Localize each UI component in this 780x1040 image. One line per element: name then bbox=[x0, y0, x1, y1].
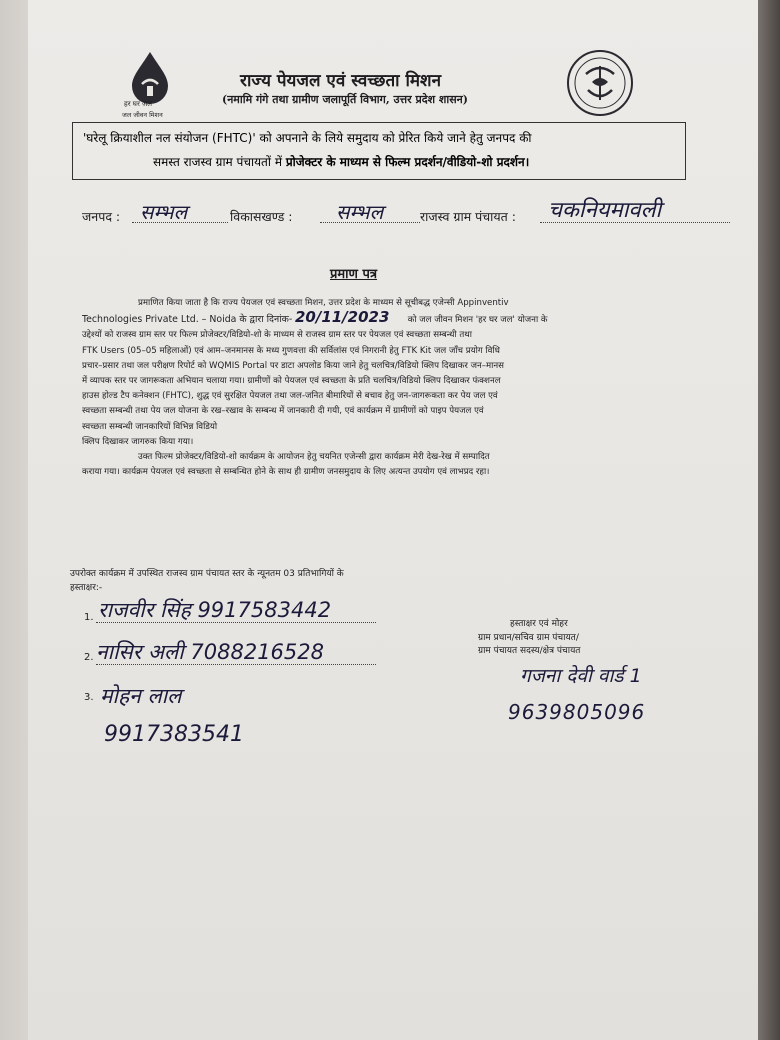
notice-box bbox=[72, 122, 686, 180]
signatory-label-3: ग्राम पंचायत सदस्य/क्षेत्र पंचायत bbox=[478, 646, 581, 656]
mission-title: राज्य पेयजल एवं स्वच्छता मिशन bbox=[240, 71, 442, 91]
notice-line-2-normal: समस्त राजस्व ग्राम पंचायतों में bbox=[153, 155, 282, 169]
panchayat-label: राजस्व ग्राम पंचायत : bbox=[420, 209, 516, 224]
notice-line-2 bbox=[153, 153, 529, 170]
signatory-phone: 9639805096 bbox=[508, 700, 646, 724]
body-line: FTK Users (05–05 महिलाओं) एवं आम–जनमानस के मध्य गुणवत्ता की सर्विलांस एवं निगरानी हेतु FTK Kit जल जाँच प्रयोग विधि bbox=[82, 345, 500, 356]
participant-1: राजवीर सिंह 9917583442 bbox=[98, 598, 332, 622]
participant-3: मोहन लाल bbox=[100, 684, 182, 708]
signatory-label-1: हस्ताक्षर एवं मोहर bbox=[510, 619, 568, 629]
participant-2: नासिर अली 7088216528 bbox=[96, 640, 324, 664]
body-line: में व्यापक स्तर पर जागरूकता अभियान चलाया गया। ग्रामीणों को पेयजल एवं स्वच्छता के प्रति चलचित्र/विडियो क्लिप दिखाकर फंक्शनल bbox=[82, 376, 501, 387]
notice-line-1: 'घरेलू क्रियाशील नल संयोजन (FHTC)' को अपनाने के लिये समुदाय को प्रेरित किये जाने हेतु जनपद की bbox=[83, 131, 532, 145]
participant-dotline-1 bbox=[96, 622, 376, 623]
body-line: स्वच्छता सम्बन्धी तथा पेय जल योजना के रख–रखाव के सम्बन्ध में जानकारी दी गयी, एवं कार्यक्रम में ग्रामीणों को पाइप पेयजल एवं bbox=[82, 406, 484, 417]
body-line: प्रमाणित किया जाता है कि राज्य पेयजल एवं स्वच्छता मिशन, उत्तर प्रदेश के माध्यम से सूचीबद्ध एजेन्सी Appinventiv bbox=[138, 298, 509, 308]
left-logo-caption2: जल जीवन मिशन bbox=[122, 111, 163, 119]
participant-num-1: 1. bbox=[84, 612, 94, 623]
up-government-emblem-icon bbox=[562, 48, 638, 118]
body-line: स्वच्छता सम्बन्धी जानकारियों विभिन्न विडियो bbox=[82, 421, 218, 432]
certificate-title: प्रमाण पत्र bbox=[330, 267, 378, 282]
panchayat-value: चकनियमावली bbox=[548, 198, 662, 223]
certificate-body bbox=[82, 296, 682, 480]
left-logo-caption: हर घर जल bbox=[124, 100, 152, 108]
district-label: जनपद : bbox=[82, 209, 121, 224]
participants-intro-1: उपरोक्त कार्यक्रम में उपस्थित राजस्व ग्राम पंचायत स्तर के न्यूनतम 03 प्रतिभागियों के bbox=[70, 569, 344, 579]
signatory-label-2: ग्राम प्रधान/सचिव ग्राम पंचायत/ bbox=[478, 633, 579, 643]
block-label: विकासखण्ड : bbox=[230, 209, 293, 224]
body-line: उक्त फिल्म प्रोजेक्टर/विडियो-शो कार्यक्रम के आयोजन हेतु चयनित एजेन्सी द्वारा कार्यक्रम मेरी देख-रेख में सम्पादित bbox=[138, 452, 490, 463]
body-line-2-tail: को जल जीवन मिशन 'हर घर जल' योजना के bbox=[407, 315, 548, 326]
body-line-2-head: Technologies Private Ltd. – Noida के द्वारा दिनांक- bbox=[82, 314, 293, 326]
participant-num-2: 2. bbox=[84, 652, 94, 663]
body-line: प्रचार–प्रसार तथा जल परीक्षण रिपोर्ट को WQMIS Portal पर डाटा अपलोड किया जाने हेतु चलचित्र/विडियो क्लिप दिखाकर जन–मानस bbox=[82, 360, 504, 371]
participant-4: 9917383541 bbox=[104, 722, 244, 747]
body-line bbox=[82, 311, 682, 328]
participants-intro-2: हस्ताक्षर:- bbox=[70, 583, 103, 593]
body-line: हाउस होल्ड टैप कनेक्शन (FHTC), शुद्ध एवं सुरक्षित पेयजल तथा जल-जनित बीमारियों से बचाव हेतु जन-जागरूकता कर पेय जल एवं bbox=[82, 391, 498, 402]
district-value: सम्भल bbox=[140, 200, 188, 224]
body-line: कराया गया। कार्यक्रम पेयजल एवं स्वच्छता से सम्बन्धित होने के साथ ही ग्रामीण जनसमुदाय के लिए अत्यन्त उपयोग एवं लाभप्रद रहा। bbox=[82, 467, 490, 478]
body-line: क्लिप दिखाकर जागरुक किया गया। bbox=[82, 436, 194, 447]
signatory-name: गजना देवी वार्ड 1 bbox=[520, 665, 642, 687]
body-line: उद्देश्यों को राजस्व ग्राम स्तर पर फिल्म प्रोजेक्टर/विडियो-शो के माध्यम से राजस्व ग्राम स्तर पर पेयजल एवं स्वच्छता सम्बन्धी तथा bbox=[82, 330, 472, 341]
date-value: 20/11/2023 bbox=[294, 311, 390, 327]
participant-dotline-2 bbox=[96, 664, 376, 665]
participant-num-3: 3. bbox=[84, 692, 94, 703]
mission-subtitle: (नमामि गंगे तथा ग्रामीण जलापूर्ति विभाग, उत्तर प्रदेश शासन) bbox=[222, 93, 468, 106]
notice-line-2-bold: प्रोजेक्टर के माध्यम से फिल्म प्रदर्शन/वीडियो-शो प्रदर्शन। bbox=[285, 155, 530, 169]
block-value: सम्भल bbox=[336, 200, 384, 224]
